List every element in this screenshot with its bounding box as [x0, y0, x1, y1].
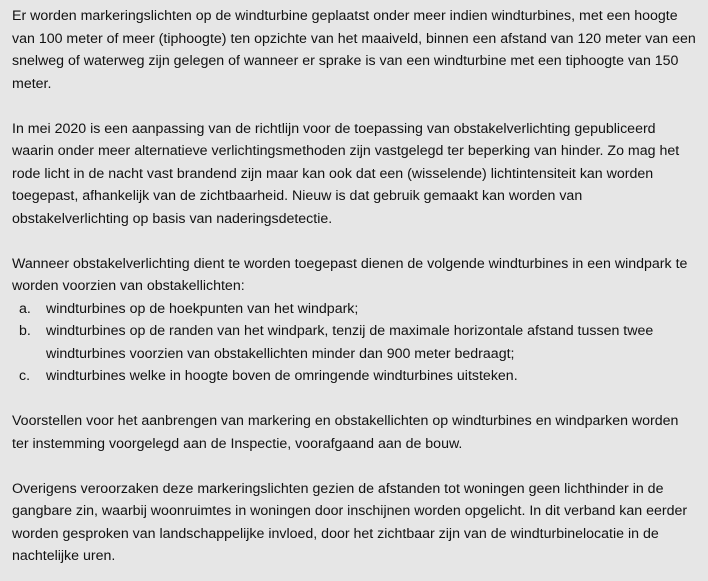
paragraph-markeringslichten: Er worden markeringslichten op de windturbine geplaatst onder meer indien windturbines, met een hoogte van 100 meter of meer (tiphoogte) ten opzichte van het maaiveld, binnen een afstand van 120 meter van een snelweg of waterweg zijn gelegen of wanneer er sprake is van een windturbine met een tiphoogte van 150 meter. — [12, 8, 696, 92]
list-marker: c. — [19, 368, 31, 384]
windturbine-list — [12, 298, 698, 388]
list-item-text: windturbines op de randen van het windpark, tenzij de maximale horizontale afstand tussen twee windturbines voorzien van obstakellichten minder dan 900 meter bedraagt; — [46, 323, 654, 362]
list-item-text: windturbines welke in hoogte boven de omringende windturbines uitsteken. — [46, 368, 518, 384]
paragraph-richtlijn-2020: In mei 2020 is een aanpassing van de richtlijn voor de toepassing van obstakelverlichting gepubliceerd waarin onder meer alternatieve verlichtingsmethoden zijn vastgelegd ter beperking van hinder. Zo mag het rode licht in de nacht vast brandend zijn maar kan ook dat een (wisselende) lichtintensiteit kan worden toegepast, afhankelijk van de zichtbaarheid. Nieuw is dat gebruik gemaakt kan worden van obstakelverlichting op basis van naderingsdetectie. — [12, 120, 680, 227]
list-item-text: windturbines op de hoekpunten van het windpark; — [46, 300, 359, 317]
list-marker: a. — [19, 300, 31, 317]
list-item — [12, 365, 698, 388]
paragraph-lichthinder: Overigens veroorzaken deze markeringslichten gezien de afstanden tot woningen geen lichthinder in de gangbare zin, waarbij woonruimtes in woningen door inschijnen worden opgelicht. In dit verband kan eerder worden gesproken van landschappelijke invloed, door het zichtbaar zijn van de windturbinelocatie in de nachtelijke uren. — [12, 480, 688, 564]
paragraph-inspectie: Voorstellen voor het aanbrengen van markering en obstakellichten op windturbines en windparken worden ter instemming voorgelegd aan de Inspectie, voorafgaand aan de bouw. — [12, 413, 679, 452]
list-marker: b. — [19, 323, 31, 339]
paragraph-list-intro: Wanneer obstakelverlichting dient te worden toegepast dienen de volgende windturbines in een windpark te worden voorzien van obstakellichten: — [12, 255, 688, 294]
list-item — [12, 298, 698, 321]
list-item — [12, 320, 698, 365]
